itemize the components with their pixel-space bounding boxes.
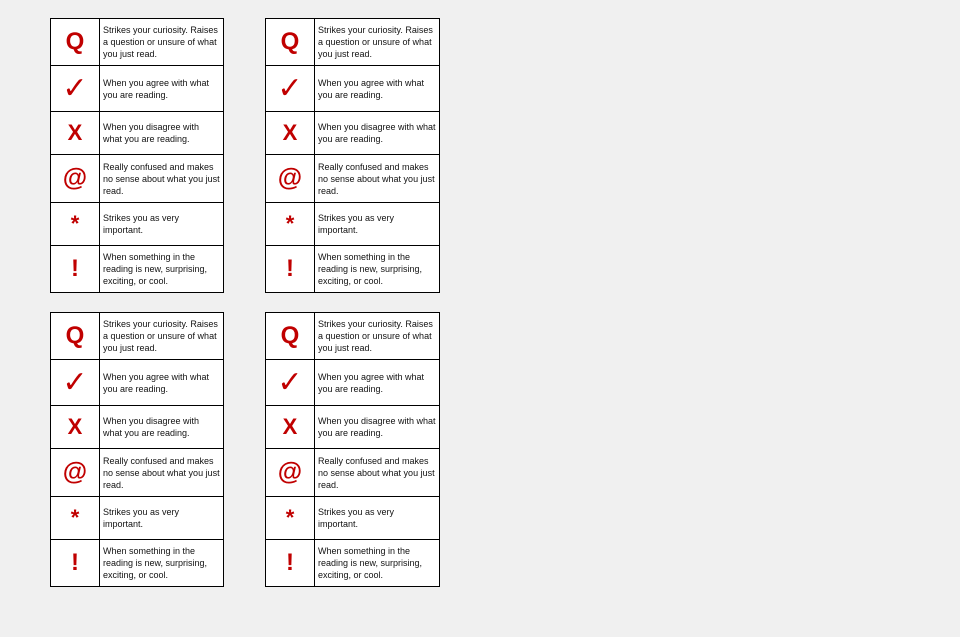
surprising-description: When something in the reading is new, surprising, exciting, or cool. [100, 246, 224, 293]
annotation-card-top-right [265, 18, 440, 293]
question-symbol: Q [51, 313, 100, 360]
card-row-confused [266, 155, 440, 203]
important-description: Strikes you as very important. [315, 203, 440, 246]
important-description: Strikes you as very important. [100, 497, 224, 540]
agree-description: When you agree with what you are reading. [315, 360, 440, 406]
card-row-important [51, 497, 224, 540]
x-symbol: X [266, 406, 315, 449]
agree-description: When you agree with what you are reading. [315, 66, 440, 112]
confused-description: Really confused and makes no sense about what you just read. [100, 449, 224, 497]
card-row-disagree [51, 112, 224, 155]
agree-description: When you agree with what you are reading. [100, 360, 224, 406]
card-row-important [51, 203, 224, 246]
card-row-surprising [51, 540, 224, 587]
disagree-description: When you disagree with what you are reading. [315, 406, 440, 449]
asterisk-symbol: * [266, 497, 315, 540]
important-description: Strikes you as very important. [100, 203, 224, 246]
important-description: Strikes you as very important. [315, 497, 440, 540]
asterisk-symbol: * [266, 203, 315, 246]
card-row-surprising [266, 246, 440, 293]
at-symbol: @ [51, 449, 100, 497]
card-row-disagree [51, 406, 224, 449]
confused-description: Really confused and makes no sense about what you just read. [100, 155, 224, 203]
exclamation-symbol: ! [51, 246, 100, 293]
question-description: Strikes your curiosity. Raises a question or unsure of what you just read. [100, 19, 224, 66]
card-row-confused [51, 155, 224, 203]
card-row-surprising [51, 246, 224, 293]
exclamation-symbol: ! [266, 540, 315, 587]
card-row-question [266, 19, 440, 66]
card-row-agree [266, 66, 440, 112]
agree-description: When you agree with what you are reading. [100, 66, 224, 112]
surprising-description: When something in the reading is new, surprising, exciting, or cool. [315, 246, 440, 293]
card-row-question [266, 313, 440, 360]
at-symbol: @ [266, 155, 315, 203]
x-symbol: X [51, 112, 100, 155]
asterisk-symbol: * [51, 203, 100, 246]
question-symbol: Q [266, 313, 315, 360]
x-symbol: X [51, 406, 100, 449]
card-row-agree [51, 360, 224, 406]
checkmark-icon: ✓ [51, 66, 100, 112]
disagree-description: When you disagree with what you are reading. [315, 112, 440, 155]
x-symbol: X [266, 112, 315, 155]
checkmark-icon: ✓ [266, 360, 315, 406]
card-row-confused [266, 449, 440, 497]
disagree-description: When you disagree with what you are reading. [100, 112, 224, 155]
card-row-confused [51, 449, 224, 497]
card-row-question [51, 313, 224, 360]
card-row-question [51, 19, 224, 66]
asterisk-symbol: * [51, 497, 100, 540]
at-symbol: @ [51, 155, 100, 203]
annotation-card-top-left [50, 18, 224, 293]
surprising-description: When something in the reading is new, surprising, exciting, or cool. [315, 540, 440, 587]
annotation-card-bottom-right [265, 312, 440, 587]
disagree-description: When you disagree with what you are reading. [100, 406, 224, 449]
card-row-important [266, 203, 440, 246]
card-row-agree [266, 360, 440, 406]
checkmark-icon: ✓ [51, 360, 100, 406]
question-symbol: Q [51, 19, 100, 66]
confused-description: Really confused and makes no sense about what you just read. [315, 449, 440, 497]
card-row-disagree [266, 406, 440, 449]
question-description: Strikes your curiosity. Raises a question or unsure of what you just read. [100, 313, 224, 360]
question-symbol: Q [266, 19, 315, 66]
exclamation-symbol: ! [51, 540, 100, 587]
card-row-disagree [266, 112, 440, 155]
question-description: Strikes your curiosity. Raises a question or unsure of what you just read. [315, 19, 440, 66]
annotation-card-bottom-left [50, 312, 224, 587]
card-row-surprising [266, 540, 440, 587]
card-row-agree [51, 66, 224, 112]
exclamation-symbol: ! [266, 246, 315, 293]
checkmark-icon: ✓ [266, 66, 315, 112]
card-row-important [266, 497, 440, 540]
at-symbol: @ [266, 449, 315, 497]
confused-description: Really confused and makes no sense about what you just read. [315, 155, 440, 203]
question-description: Strikes your curiosity. Raises a question or unsure of what you just read. [315, 313, 440, 360]
surprising-description: When something in the reading is new, surprising, exciting, or cool. [100, 540, 224, 587]
